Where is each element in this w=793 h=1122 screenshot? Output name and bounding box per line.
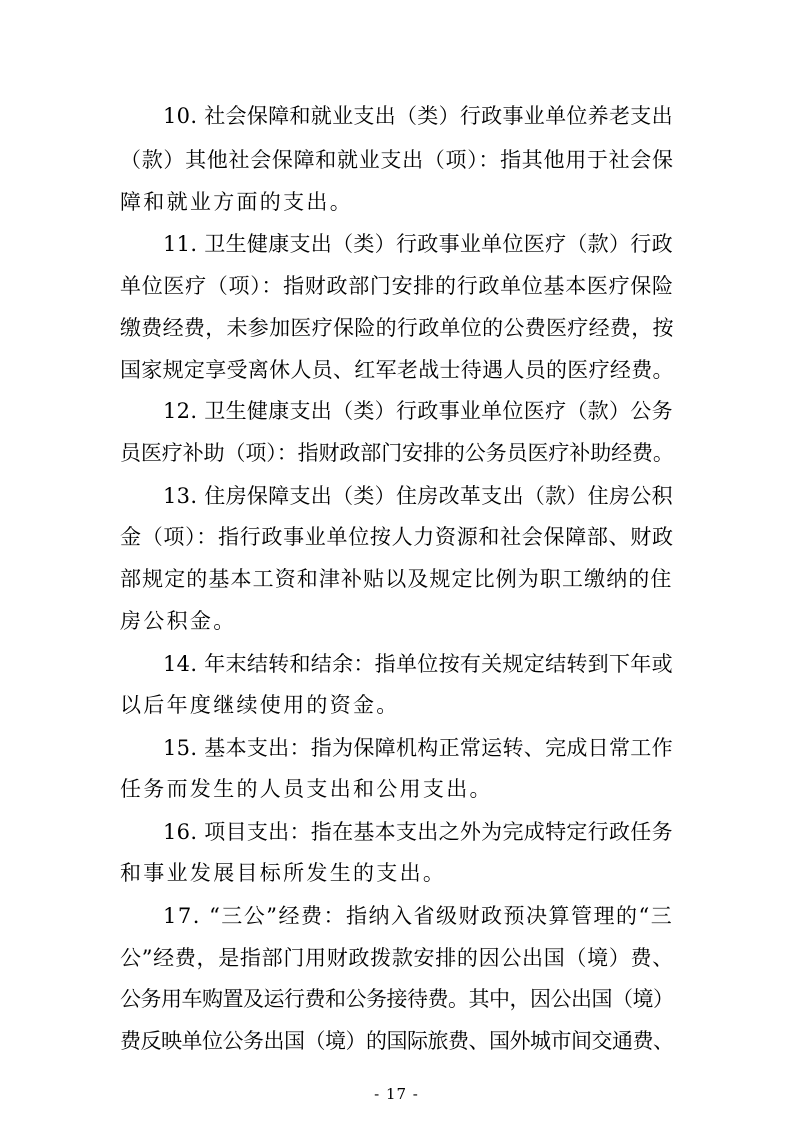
text-line: 和事业发展目标所发生的支出。	[120, 861, 447, 885]
text-line: 障和就业方面的支出。	[120, 190, 353, 214]
text-line: 公”经费，是指部门用财政拨款安排的因公出国（境）费、	[120, 946, 674, 970]
text-line: 14. 年末结转和结余：指单位按有关规定结转到下年或	[163, 652, 673, 676]
text-line: 11. 卫生健康支出（类）行政事业单位医疗（款）行政	[163, 232, 673, 256]
page-number: - 17 -	[374, 1085, 419, 1103]
text-line: 单位医疗（项）：指财政部门安排的行政单位基本医疗保险	[120, 274, 674, 298]
text-line: 部规定的基本工资和津补贴以及规定比例为职工缴纳的住	[120, 567, 673, 591]
text-line: 公务用车购置及运行费和公务接待费。其中，因公出国（境）	[120, 987, 674, 1011]
text-line: 金（项）：指行政事业单位按人力资源和社会保障部、财政	[120, 525, 674, 549]
text-line: 任务而发生的人员支出和公用支出。	[120, 777, 493, 801]
text-line: 以后年度继续使用的资金。	[120, 693, 400, 717]
text-line: 10. 社会保障和就业支出（类）行政事业单位养老支出	[163, 104, 673, 128]
text-line: 国家规定享受离休人员、红军老战士待遇人员的医疗经费。	[120, 358, 674, 382]
text-line: 17. “三公”经费：指纳入省级财政预决算管理的“三	[163, 904, 674, 928]
text-line: 13. 住房保障支出（类）住房改革支出（款）住房公积	[163, 484, 673, 508]
text-line: 房公积金。	[120, 609, 237, 633]
text-line: 费反映单位公务出国（境）的国际旅费、国外城市间交通费、	[120, 1029, 674, 1053]
text-line: 15. 基本支出：指为保障机构正常运转、完成日常工作	[163, 736, 673, 760]
text-line: 员医疗补助（项）：指财政部门安排的公务员医疗补助经费。	[120, 441, 674, 465]
text-line: （款）其他社会保障和就业支出（项）：指其他用于社会保	[120, 148, 674, 172]
text-line: 缴费经费，未参加医疗保险的行政单位的公费医疗经费，按	[120, 316, 674, 340]
text-line: 12. 卫生健康支出（类）行政事业单位医疗（款）公务	[163, 399, 673, 423]
text-line: 16. 项目支出：指在基本支出之外为完成特定行政任务	[163, 820, 673, 844]
